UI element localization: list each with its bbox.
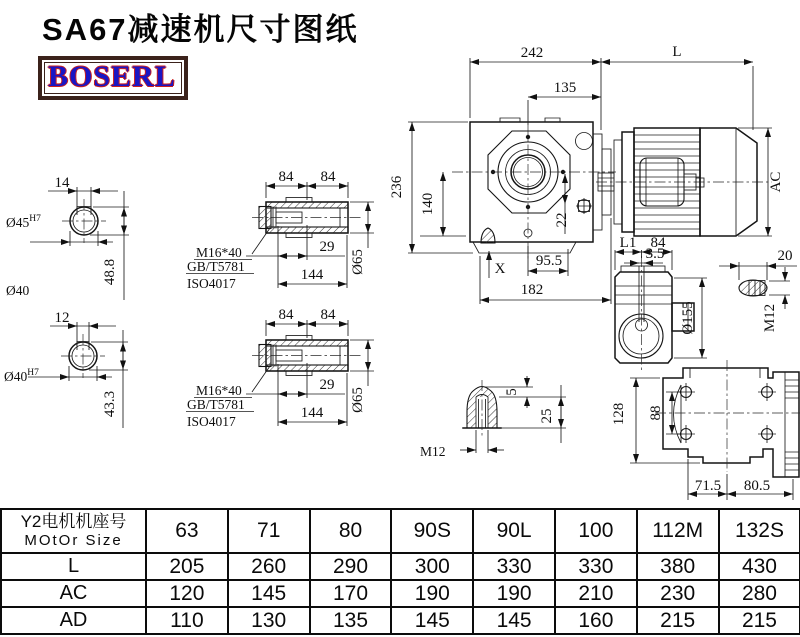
dim-d155: Ø155	[680, 301, 696, 335]
table-cell: 280	[719, 580, 800, 607]
dim-20: 20	[777, 248, 793, 264]
detail-ref-x: X	[494, 261, 506, 277]
plug-detail-view	[420, 376, 566, 459]
table-cell: 300	[391, 553, 473, 580]
dim-80-5: 80.5	[743, 478, 771, 494]
header-cn: Y2电机机座号	[20, 512, 127, 531]
col-header: 132S	[719, 509, 800, 553]
dim-128: 128	[611, 402, 627, 426]
dim-29: 29	[319, 239, 335, 255]
dim-L1: L1	[619, 235, 637, 251]
gearbox-bottom-view	[611, 360, 800, 500]
shaft-dia-label: Ø40	[6, 283, 30, 298]
table-cell: 290	[310, 553, 392, 580]
table-cell: 230	[637, 580, 719, 607]
dim-bore-40: $Ø40^{H7}$	[4, 368, 39, 384]
dim-height-48-8: 48.8	[102, 258, 118, 286]
table-row-AC	[1, 580, 800, 607]
table-cell: 205	[146, 553, 228, 580]
table-cell: 160	[555, 607, 637, 634]
dim-144: 144	[300, 267, 324, 283]
dim-3-5: 3.5	[645, 246, 665, 262]
dim-84-a: 84	[278, 169, 294, 185]
dim-key-width-14: 14	[54, 175, 70, 191]
hollow-shaft-section	[186, 169, 374, 291]
dim-84-side: 84	[650, 235, 666, 251]
hub-keyway-view-45	[6, 175, 129, 300]
dim-135: 135	[553, 80, 577, 96]
table-cell: 145	[473, 607, 555, 634]
col-header: 100	[555, 509, 637, 553]
table-cell: 120	[146, 580, 228, 607]
table-cell: 170	[310, 580, 392, 607]
dim-182: 182	[520, 282, 544, 298]
table-header-motor-size	[1, 509, 146, 553]
dim-236: 236	[389, 175, 405, 199]
col-header: 71	[228, 509, 310, 553]
dim-22: 22	[554, 212, 570, 228]
table-cell: 215	[637, 607, 719, 634]
table-cell: 145	[228, 580, 310, 607]
dim-bore-45: $Ø45^{H7}$	[6, 214, 41, 230]
hub-keyway-view-40	[4, 310, 128, 428]
row-label: AD	[1, 607, 146, 634]
table-cell: 190	[391, 580, 473, 607]
dim-71-5: 71.5	[694, 478, 722, 494]
motor-size-table	[0, 508, 800, 635]
table-cell: 430	[719, 553, 800, 580]
table-cell: 110	[146, 607, 228, 634]
table-cell: 190	[473, 580, 555, 607]
dim-L: L	[672, 44, 682, 60]
dim-M12-plug: M12	[420, 444, 446, 459]
table-cell: 260	[228, 553, 310, 580]
table-cell: 210	[555, 580, 637, 607]
dim-AC: AC	[768, 171, 784, 193]
row-label: L	[1, 553, 146, 580]
gearbox-side-view	[615, 235, 797, 372]
dim-key-width-12: 12	[54, 310, 70, 326]
dim-140: 140	[420, 192, 436, 216]
dim-242: 242	[520, 45, 544, 61]
table-cell: 330	[555, 553, 637, 580]
col-header: 80	[310, 509, 392, 553]
table-header-row	[1, 509, 800, 553]
dim-25: 25	[539, 408, 555, 424]
bolt-label: M16*40	[196, 245, 242, 260]
col-header: 63	[146, 509, 228, 553]
table-cell: 215	[719, 607, 800, 634]
dim-84-b: 84	[320, 169, 336, 185]
table-cell: 130	[228, 607, 310, 634]
dim-height-43-3: 43.3	[102, 390, 118, 418]
dim-M12-side: M12	[762, 303, 778, 333]
std-gb-label: GB/T5781	[187, 259, 245, 274]
header-en: MOtOr Size	[24, 532, 123, 549]
row-label: AC	[1, 580, 146, 607]
col-header: 112M	[637, 509, 719, 553]
hollow-shaft-section-2	[186, 307, 374, 429]
page-title: SA67减速机尺寸图纸	[42, 12, 359, 47]
table-row-AD	[1, 607, 800, 634]
dim-5: 5	[504, 388, 520, 396]
std-iso-label: ISO4017	[187, 276, 236, 291]
col-header: 90S	[391, 509, 473, 553]
col-header: 90L	[473, 509, 555, 553]
table-cell: 380	[637, 553, 719, 580]
table-cell: 145	[391, 607, 473, 634]
table-row-L	[1, 553, 800, 580]
dim-88: 88	[648, 405, 664, 421]
boserl-logo-text: BOSERL	[48, 60, 176, 93]
gearbox-main-view	[389, 44, 784, 304]
dim-95-5: 95.5	[535, 253, 563, 269]
dim-d65: Ø65	[350, 249, 366, 275]
table-cell: 135	[310, 607, 392, 634]
table-cell: 330	[473, 553, 555, 580]
